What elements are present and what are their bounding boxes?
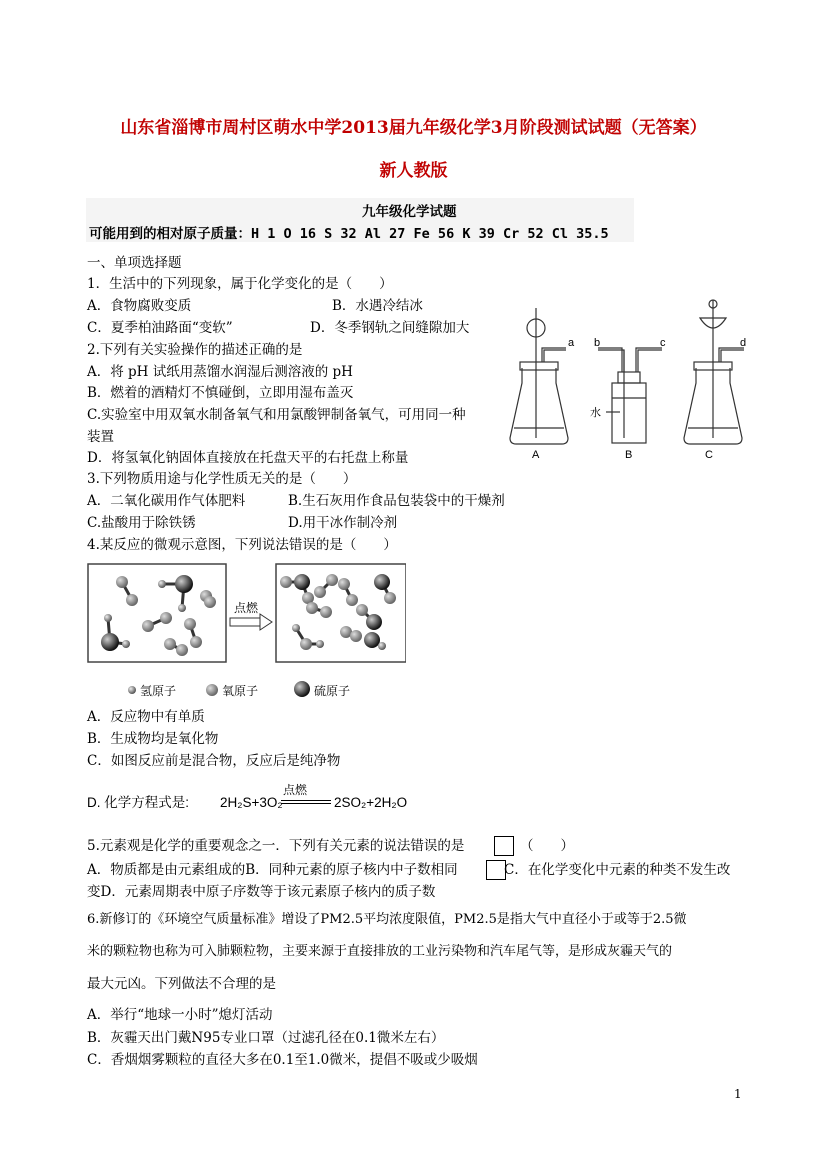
q3-option-b: B.生石灰用作食品包装袋中的干燥剂: [288, 493, 505, 509]
legend-oxygen: 氧原子: [222, 684, 259, 698]
q1-option-b: B．水遇冷结冰: [332, 298, 423, 314]
q1-option-a: A．食物腐败变质: [87, 298, 192, 314]
equation-right: 2SO₂+2H₂O: [334, 795, 408, 810]
q6-option-b: B．灰霾天出门戴N95专业口罩（过滤孔径在0.1微米左右）: [87, 1030, 445, 1046]
equation-left: 2H₂S+3O₂: [220, 795, 283, 810]
q5-answer-box: [494, 836, 514, 856]
q2-option-d: D．将氢氧化钠固体直接放在托盘天平的右托盘上称量: [87, 450, 409, 466]
q1-option-d: D．冬季钢轨之间缝隙加大: [310, 320, 470, 336]
q1-stem: 1．生活中的下列现象，属于化学变化的是（ ）: [87, 276, 393, 292]
q1-option-c: C．夏季柏油路面“变软”: [87, 320, 233, 336]
apparatus-water-label: 水: [590, 407, 601, 419]
q3-stem: 3.下列物质用途与化学性质无关的是（ ）: [87, 471, 357, 487]
q4-option-b: B．生成物均是氧化物: [87, 731, 219, 747]
q6-option-c: C．香烟烟雾颗粒的直径大多在0.1至1.0微米，提倡不吸或少吸烟: [87, 1052, 478, 1068]
legend-hydrogen: 氢原子: [140, 684, 177, 698]
equation-condition: 点燃: [283, 783, 308, 797]
q6-stem-line1: 6.新修订的《环境空气质量标准》增设了PM2.5平均浓度限值，PM2.5是指大气中直径小于或等于2.5微: [87, 912, 687, 927]
apparatus-caption-b: B: [625, 449, 633, 461]
q4-stem: 4.某反应的微观示意图，下列说法错误的是（ ）: [87, 537, 397, 553]
q3-option-d: D.用干冰作制冷剂: [288, 515, 398, 531]
q4-option-c: C．如图反应前是混合物，反应后是纯净物: [87, 753, 341, 769]
apparatus-label-d: d: [740, 337, 747, 349]
q5-options-ab: A．物质都是由元素组成的B．同种元素的原子核内中子数相同: [87, 862, 458, 878]
q5-option-c: C．在化学变化中元素的种类不发生改: [504, 862, 731, 878]
q2-stem: 2.下列有关实验操作的描述正确的是: [87, 342, 303, 358]
q3-option-c: C.盐酸用于除铁锈: [87, 515, 196, 531]
reaction-diagram: [86, 562, 406, 702]
q3-option-a: A．二氧化碳用作气体肥料: [87, 493, 246, 509]
q5-inline-box: [486, 860, 506, 880]
q2-option-c-line1: C.实验室中用双氧水制备氧气和用氯酸钾制备氧气，可用同一种: [87, 407, 466, 423]
apparatus-label-a: a: [568, 337, 575, 349]
document-title: 山东省淄博市周村区萌水中学2013届九年级化学3月阶段测试试题（无答案）: [120, 118, 707, 138]
atomic-mass-line: 可能用到的相对原子质量：H 1 O 16 S 32 Al 27 Fe 56 K 39 Cr 52 Cl 35.5: [89, 226, 609, 242]
document-subtitle: 新人教版: [379, 161, 448, 181]
section-heading: 一、单项选择题: [87, 255, 182, 271]
q6-stem-line3: 最大元凶。下列做法不合理的是: [87, 976, 276, 992]
q5-paren: （ ）: [520, 838, 574, 854]
q4-option-a: A．反应物中有单质: [87, 709, 205, 725]
q6-stem-line2: 米的颗粒物也称为可入肺颗粒物，主要来源于直接排放的工业污染物和汽车尾气等，是形成灰霾天气的: [87, 944, 673, 959]
exam-title: 九年级化学试题: [362, 204, 457, 220]
apparatus-figure: [500, 288, 765, 463]
legend-sulfur: 硫原子: [314, 684, 351, 698]
apparatus-label-b: b: [594, 337, 601, 349]
q6-option-a: A．举行“地球一小时”熄灯活动: [87, 1007, 273, 1023]
page-number: 1: [734, 1087, 742, 1101]
apparatus-label-c: c: [660, 337, 666, 349]
apparatus-caption-a: A: [532, 449, 540, 461]
q2-option-a: A．将 pH 试纸用蒸馏水润湿后测溶液的 pH: [87, 364, 353, 380]
arrow-label: 点燃: [234, 601, 259, 615]
equation-bar-bottom: [281, 803, 331, 804]
q5-stem: 5.元素观是化学的重要观念之一．下列有关元素的说法错误的是: [87, 838, 465, 854]
apparatus-caption-c: C: [705, 449, 713, 461]
q2-option-c-line2: 装置: [87, 429, 114, 445]
q4-option-d-prefix: D. 化学方程式是:: [87, 795, 190, 810]
q2-option-b: B．燃着的酒精灯不慎碰倒，立即用湿布盖灭: [87, 385, 354, 401]
equation-bar-top: [281, 800, 331, 801]
q5-options-cd-cont: 变D．元素周期表中原子序数等于该元素原子核内的质子数: [87, 884, 436, 900]
